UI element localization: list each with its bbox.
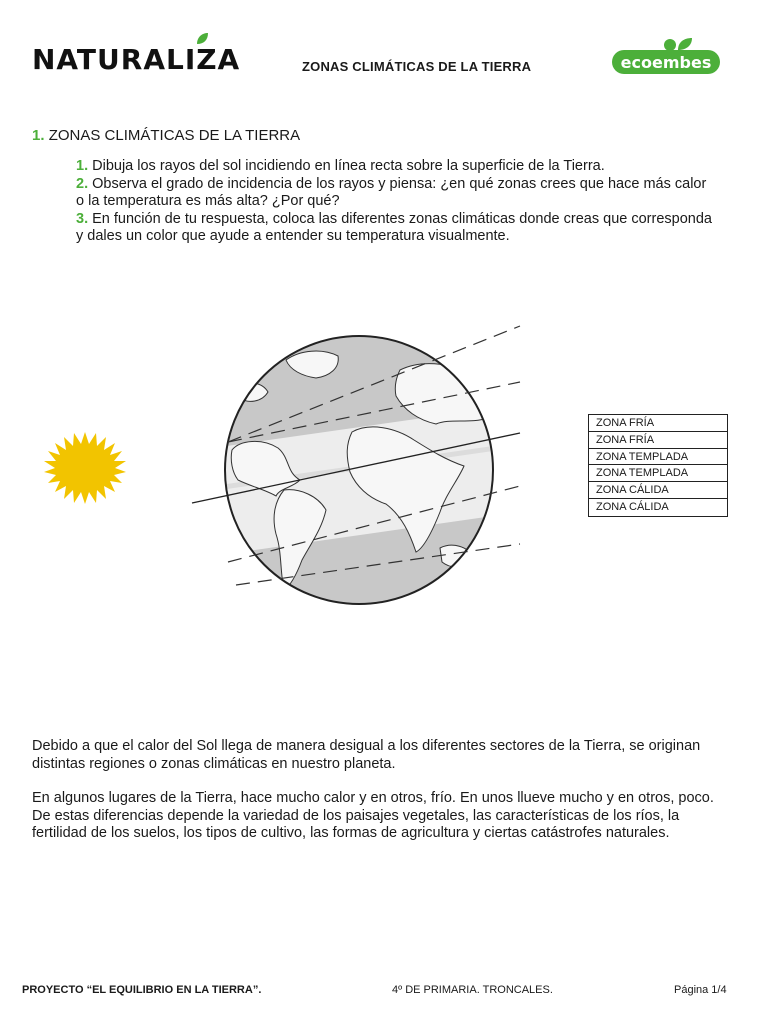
instruction-text: Dibuja los rayos del sol incidiendo en línea recta sobre la superficie de la Tierra. [92, 158, 605, 174]
instruction-number: 2. [76, 175, 89, 192]
zone-label[interactable]: ZONA FRÍA [589, 432, 727, 449]
instruction-number: 1. [76, 158, 89, 174]
ecoembes-logo [612, 36, 720, 76]
earth-globe [220, 330, 500, 610]
instruction-item [76, 176, 716, 211]
footer-page-number: Página 1/4 [674, 984, 727, 996]
section-title-text: ZONAS CLIMÁTICAS DE LA TIERRA [48, 127, 301, 144]
instructions-list [76, 158, 716, 246]
body-text [32, 738, 732, 860]
zone-label[interactable]: ZONA CÁLIDA [596, 500, 669, 513]
footer-course: 4º DE PRIMARIA. TRONCALES. [392, 984, 553, 996]
page-header-title: ZONAS CLIMÁTICAS DE LA TIERRA [302, 59, 532, 74]
naturaliza-logo-text: NATURALIZA [32, 43, 241, 76]
climate-zones-table [588, 414, 728, 517]
zone-label[interactable]: ZONA CÁLIDA [589, 482, 727, 499]
leaf-icon [195, 32, 209, 46]
footer-project: PROYECTO “EL EQUILIBRIO EN LA TIERRA”. [22, 984, 262, 996]
body-paragraph-1: Debido a que el calor del Sol llega de manera desigual a los diferentes sectores de la Tierra, se originan distintas regiones o zonas climáticas en nuestro planeta. [32, 738, 701, 772]
naturaliza-logo [32, 40, 240, 80]
section-title [32, 127, 300, 144]
zone-label[interactable]: ZONA TEMPLADA [589, 449, 727, 466]
instruction-item [76, 211, 716, 246]
instruction-item [76, 158, 716, 176]
instruction-text: Observa el grado de incidencia de los rayos y piensa: ¿en qué zonas crees que hace más calor o la temperatura es más alta? ¿Por qué? [76, 175, 707, 209]
instruction-text: En función de tu respuesta, coloca las diferentes zonas climáticas donde creas que corresponda y dales un color que ayude a entender su temperatura visualmente. [76, 210, 712, 244]
body-paragraph-2: En algunos lugares de la Tierra, hace mucho calor y en otros, frío. En unos llueve mucho y en otros, poco. De estas diferencias depende la variedad de los paisajes vegetales, las características de los ríos, la fertilidad de los suelos, los tipos de cultivo, las formas de agricultura y ciertas catástrofes naturales. [32, 790, 714, 841]
zone-label[interactable]: ZONA TEMPLADA [589, 465, 727, 482]
sun-icon [44, 432, 126, 504]
instruction-number: 3. [76, 210, 89, 227]
zone-label[interactable]: ZONA FRÍA [589, 415, 727, 432]
ecoembes-logo-text: ecoembes [620, 53, 712, 72]
section-number: 1. [32, 127, 45, 144]
